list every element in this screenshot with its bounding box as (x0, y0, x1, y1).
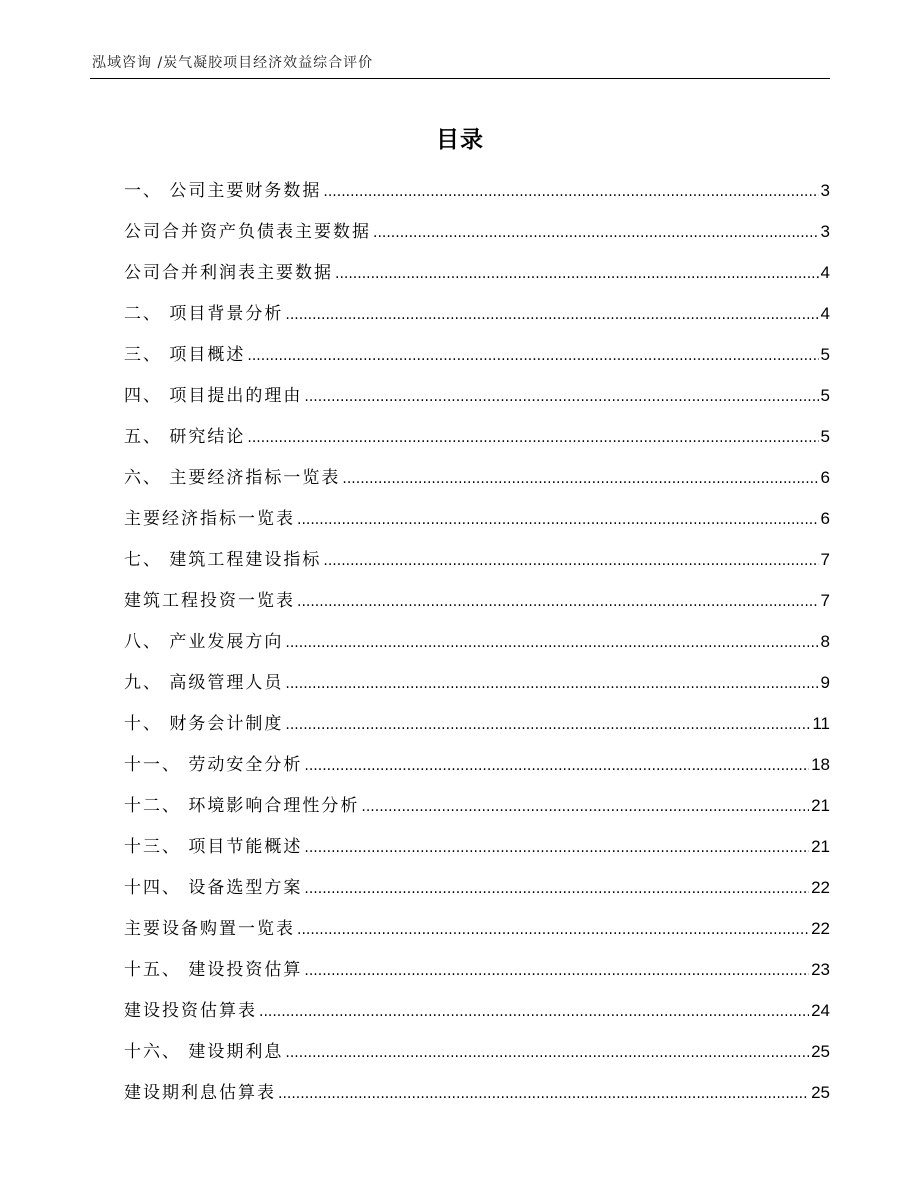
toc-entry-label: 十六、 建设期利息 (124, 1042, 284, 1062)
toc-leader-dots (247, 418, 818, 459)
toc-entry-page: 9 (820, 673, 830, 692)
table-of-contents (124, 170, 830, 1113)
toc-entry-label: 三、 项目概述 (124, 345, 246, 365)
toc-entry-label: 建设投资估算表 (124, 1001, 257, 1021)
toc-entry-label: 公司合并利润表主要数据 (124, 263, 333, 283)
toc-entry[interactable] (124, 170, 830, 211)
toc-leader-dots (342, 459, 818, 500)
toc-entry[interactable] (124, 867, 830, 908)
running-header: 泓域咨询 /炭气凝胶项目经济效益综合评价 (92, 55, 374, 71)
toc-entry-label: 五、 研究结论 (124, 427, 246, 447)
toc-entry[interactable] (124, 990, 830, 1031)
toc-entry-label: 九、 高级管理人员 (124, 673, 284, 693)
toc-entry-label: 二、 项目背景分析 (124, 304, 284, 324)
header-rule (90, 78, 830, 79)
toc-entry[interactable] (124, 457, 830, 498)
toc-entry-page: 7 (820, 550, 830, 569)
toc-leader-dots (304, 746, 809, 787)
toc-entry-page: 5 (820, 386, 830, 405)
toc-entry-page: 18 (811, 755, 830, 774)
toc-entry-label: 十一、 劳动安全分析 (124, 755, 303, 775)
toc-entry-label: 公司合并资产负债表主要数据 (124, 222, 371, 242)
toc-entry-label: 四、 项目提出的理由 (124, 386, 303, 406)
toc-title: 目录 (436, 127, 484, 153)
toc-leader-dots (361, 787, 809, 828)
toc-entry[interactable] (124, 252, 830, 293)
toc-entry-page: 25 (811, 1083, 830, 1102)
toc-entry-label: 六、 主要经济指标一览表 (124, 468, 341, 488)
toc-entry-page: 3 (820, 222, 830, 241)
toc-entry-page: 25 (811, 1042, 830, 1061)
toc-entry-page: 22 (811, 919, 830, 938)
toc-entry-label: 七、 建筑工程建设指标 (124, 550, 322, 570)
toc-leader-dots (285, 705, 810, 746)
toc-leader-dots (323, 541, 818, 582)
toc-entry-page: 6 (820, 468, 830, 487)
toc-entry-label: 主要经济指标一览表 (124, 509, 295, 529)
toc-leader-dots (285, 664, 818, 705)
toc-entry-label: 十二、 环境影响合理性分析 (124, 796, 360, 816)
toc-leader-dots (247, 336, 818, 377)
toc-entry-label: 一、 公司主要财务数据 (124, 181, 322, 201)
toc-entry[interactable] (124, 416, 830, 457)
toc-entry-page: 7 (820, 591, 830, 610)
toc-entry-label: 十三、 项目节能概述 (124, 837, 303, 857)
toc-entry-label: 十五、 建设投资估算 (124, 960, 303, 980)
toc-entry[interactable] (124, 703, 830, 744)
toc-leader-dots (285, 1033, 809, 1074)
toc-leader-dots (304, 951, 809, 992)
toc-entry-page: 8 (820, 632, 830, 651)
toc-entry-page: 4 (820, 304, 830, 323)
toc-leader-dots (297, 500, 819, 541)
toc-entry-page: 5 (820, 427, 830, 446)
toc-leader-dots (373, 213, 819, 254)
toc-entry-label: 建设期利息估算表 (124, 1083, 276, 1103)
toc-entry-page: 22 (811, 878, 830, 897)
toc-leader-dots (335, 254, 819, 295)
toc-entry-label: 八、 产业发展方向 (124, 632, 284, 652)
toc-entry[interactable] (124, 785, 830, 826)
toc-entry-page: 21 (811, 796, 830, 815)
toc-entry[interactable] (124, 908, 830, 949)
toc-leader-dots (323, 172, 818, 213)
toc-entry[interactable] (124, 621, 830, 662)
toc-entry-page: 4 (820, 263, 830, 282)
toc-entry[interactable] (124, 949, 830, 990)
toc-leader-dots (285, 623, 818, 664)
toc-entry-label: 十四、 设备选型方案 (124, 878, 303, 898)
toc-entry-page: 5 (820, 345, 830, 364)
toc-entry-label: 建筑工程投资一览表 (124, 591, 295, 611)
toc-entry[interactable] (124, 662, 830, 703)
toc-entry-page: 6 (820, 509, 830, 528)
toc-entry[interactable] (124, 1072, 830, 1113)
toc-entry-page: 3 (820, 181, 830, 200)
toc-entry[interactable] (124, 1031, 830, 1072)
toc-leader-dots (304, 828, 809, 869)
toc-leader-dots (278, 1074, 809, 1115)
toc-leader-dots (304, 377, 818, 418)
toc-entry-page: 23 (811, 960, 830, 979)
toc-entry-page: 24 (811, 1001, 830, 1020)
toc-entry[interactable] (124, 539, 830, 580)
toc-entry[interactable] (124, 826, 830, 867)
toc-leader-dots (285, 295, 818, 336)
toc-entry[interactable] (124, 580, 830, 621)
toc-entry[interactable] (124, 498, 830, 539)
toc-entry-label: 主要设备购置一览表 (124, 919, 295, 939)
toc-entry[interactable] (124, 334, 830, 375)
toc-entry-page: 21 (811, 837, 830, 856)
toc-entry[interactable] (124, 375, 830, 416)
toc-entry[interactable] (124, 744, 830, 785)
toc-entry-page: 11 (812, 714, 830, 733)
toc-leader-dots (304, 869, 809, 910)
toc-entry[interactable] (124, 211, 830, 252)
toc-leader-dots (297, 582, 819, 623)
toc-leader-dots (259, 992, 809, 1033)
toc-entry-label: 十、 财务会计制度 (124, 714, 284, 734)
toc-entry[interactable] (124, 293, 830, 334)
toc-leader-dots (297, 910, 809, 951)
